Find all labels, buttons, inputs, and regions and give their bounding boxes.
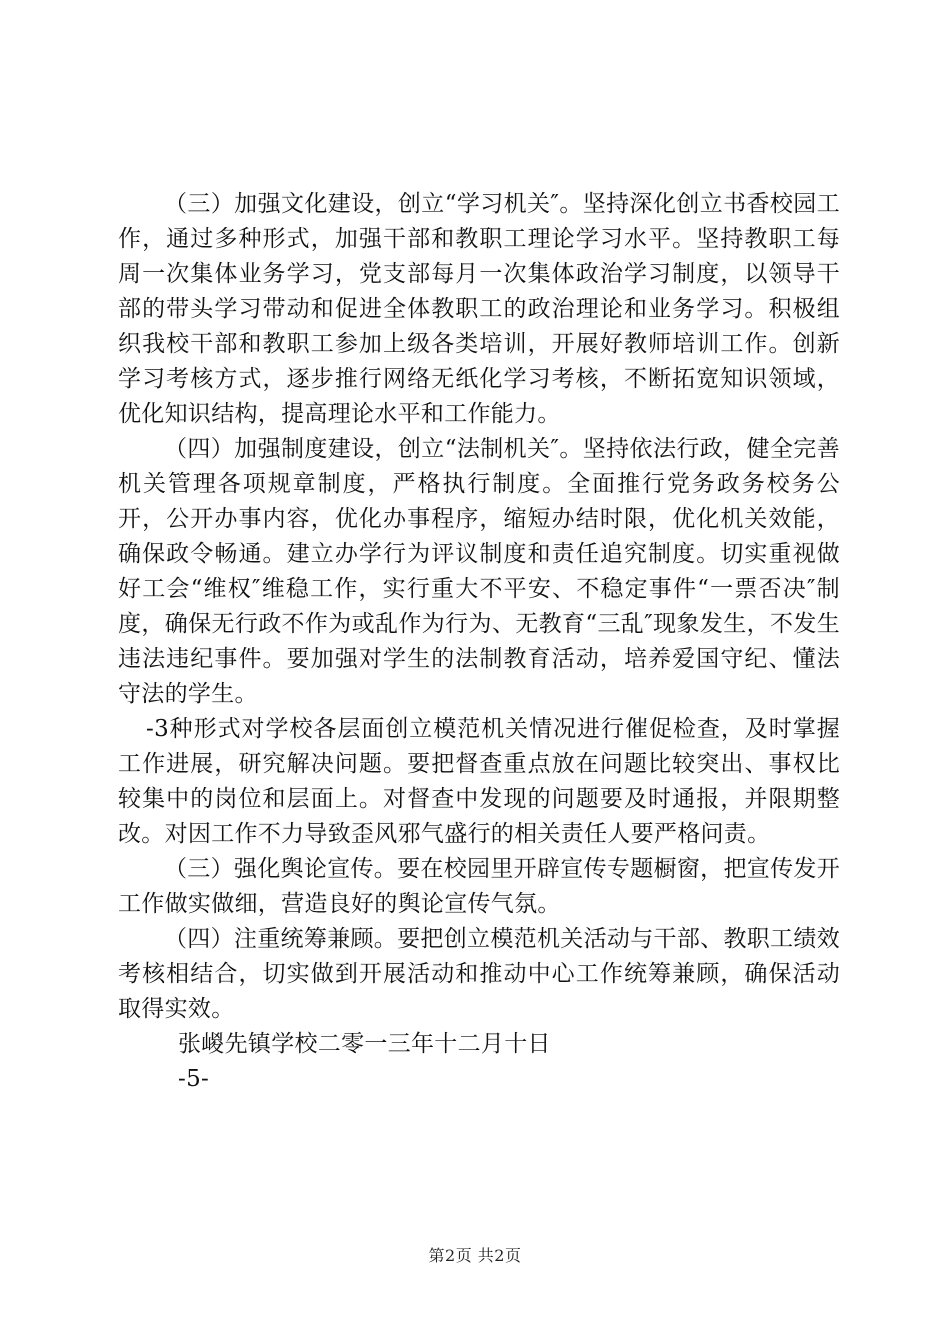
paragraph-coordination: （四）注重统筹兼顾。要把创立模范机关活动与干部、教职工绩效考核相结合，切实做到开展活动和推动中心工作统筹兼顾，确保活动取得实效。 — [118, 926, 840, 1022]
page-footer: 第2页 共2页 — [428, 1246, 522, 1265]
paragraph-culture: （三）加强文化建设，创立“学习机关″。坚持深化创立书香校园工作，通过多种形式，加强干部和教职工理论学习水平。坚持教职工每周一次集体业务学习，党支部每月一次集体政治学习制度，以领导干部的带头学习带动和促进全体教职工的政治理论和业务学习。积极组织我校干部和教职工参加上级各类培训，开展好教师培训工作。创新学习考核方式，逐步推行网络无纸化学习考核，不断拓宽知识领域，优化知识结构，提高理论水平和工作能力。 — [118, 191, 840, 427]
paragraph-publicity: （三）强化舆论宣传。要在校园里开辟宣传专题橱窗，把宣传发开工作做实做细，营造良好的舆论宣传气氛。 — [118, 856, 840, 917]
inner-page-marker: -5- — [178, 1066, 210, 1092]
document-body — [118, 187, 840, 1097]
paragraph-system: （四）加强制度建设，创立“法制机关″。坚持依法行政，健全完善机关管理各项规章制度，严格执行制度。全面推行党务政务校务公开，公开办事内容，优化办事程序，缩短办结时限，优化机关效能，确保政令畅通。建立办学行为评议制度和责任追究制度。切实重视做好工会“维权″维稳工作，实行重大不平安、不稳定事件“一票否决″制度，确保无行政不作为或乱作为行为、无教育“三乱″现象发生，不发生违法违纪事件。要加强对学生的法制教育活动，培养爱国守纪、懂法守法的学生。 — [118, 436, 840, 707]
paragraph-supervision: -3种形式对学校各层面创立模范机关情况进行催促检查，及时掌握工作进展，研究解决问题。要把督查重点放在问题比较突出、事权比较集中的岗位和层面上。对督查中发现的问题要及时通报，并限期整改。对因工作不力导致歪风邪气盛行的相关责任人要严格问责。 — [118, 716, 840, 847]
signature-line: 张嵕先镇学校二零一三年十二月十日 — [178, 1031, 551, 1057]
